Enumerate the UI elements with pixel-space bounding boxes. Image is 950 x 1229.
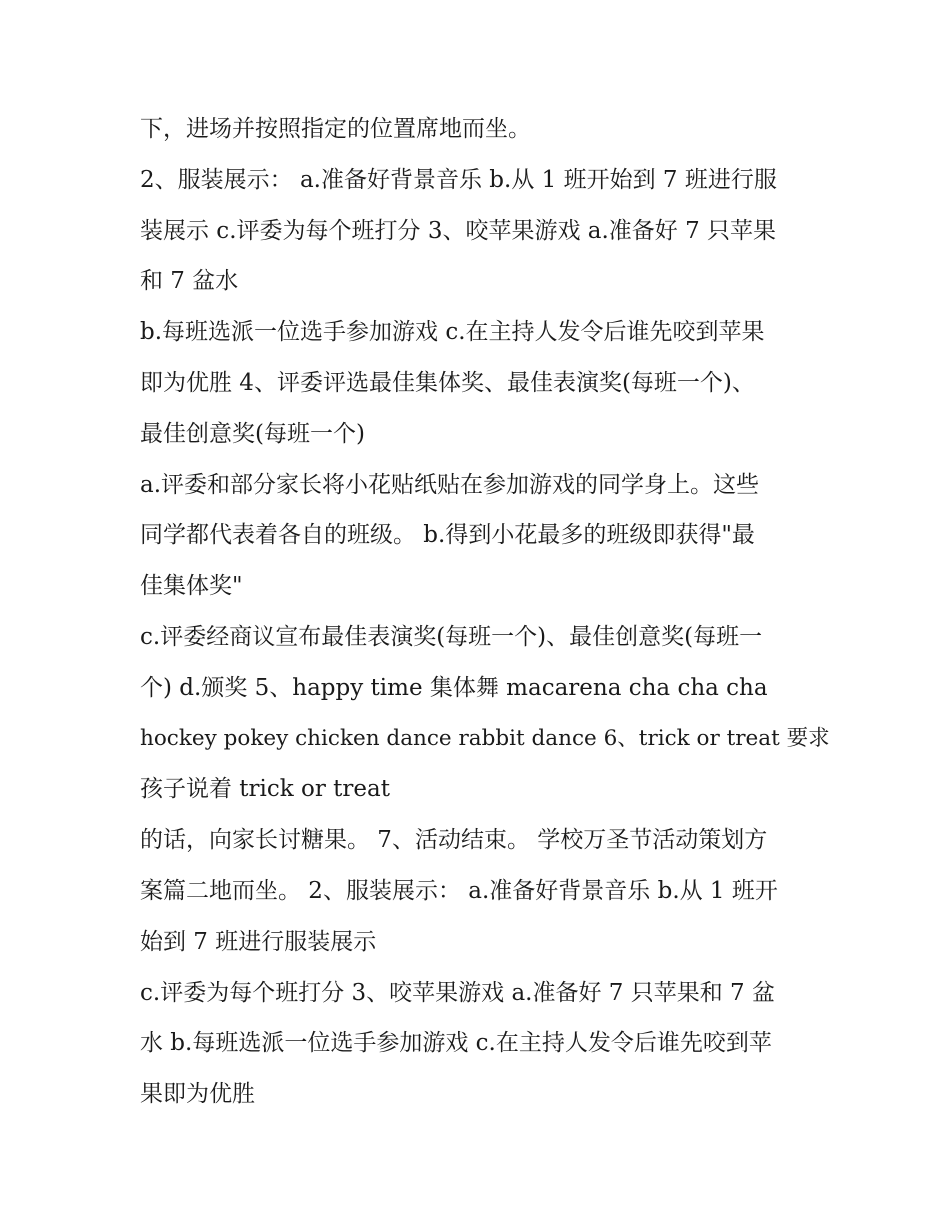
text-line: 装展示 c.评委为每个班打分 3、咬苹果游戏 a.准备好 7 只苹果 (140, 217, 777, 244)
document-body (140, 104, 830, 1120)
text-line: 孩子说着 trick or treat (140, 776, 390, 803)
text-line: c.评委为每个班打分 3、咬苹果游戏 a.准备好 7 只苹果和 7 盆 (140, 979, 775, 1006)
text-line: 和 7 盆水 (140, 268, 239, 295)
text-line: a.评委和部分家长将小花贴纸贴在参加游戏的同学身上。这些 (140, 471, 760, 498)
text-line: hockey pokey chicken dance rabbit dance 6、trick or treat 要求 (140, 725, 830, 751)
text-line: 的话，向家长讨糖果。 7、活动结束。 学校万圣节活动策划方 (140, 827, 768, 854)
text-line: 始到 7 班进行服装展示 (140, 928, 377, 955)
text-line: 果即为优胜 (140, 1081, 255, 1108)
text-line: 即为优胜 4、评委评选最佳集体奖、最佳表演奖(每班一个)、 (140, 369, 755, 396)
text-line: b.每班选派一位选手参加游戏 c.在主持人发令后谁先咬到苹果 (140, 319, 765, 346)
text-line: 水 b.每班选派一位选手参加游戏 c.在主持人发令后谁先咬到苹 (140, 1030, 772, 1057)
text-line: 佳集体奖" (140, 573, 243, 600)
text-line: 案篇二地而坐。 2、服装展示： a.准备好背景音乐 b.从 1 班开 (140, 877, 778, 904)
text-line: c.评委经商议宣布最佳表演奖(每班一个)、最佳创意奖(每班一 (140, 623, 763, 650)
text-line: 个) d.颁奖 5、happy time 集体舞 macarena cha cha cha (140, 674, 768, 701)
text-line: 同学都代表着各自的班级。 b.得到小花最多的班级即获得"最 (140, 522, 755, 549)
text-line: 2、服装展示： a.准备好背景音乐 b.从 1 班开始到 7 班进行服 (140, 166, 777, 193)
text-line: 下，进场并按照指定的位置席地而坐。 (140, 116, 531, 142)
text-line: 最佳创意奖(每班一个) (140, 420, 365, 447)
